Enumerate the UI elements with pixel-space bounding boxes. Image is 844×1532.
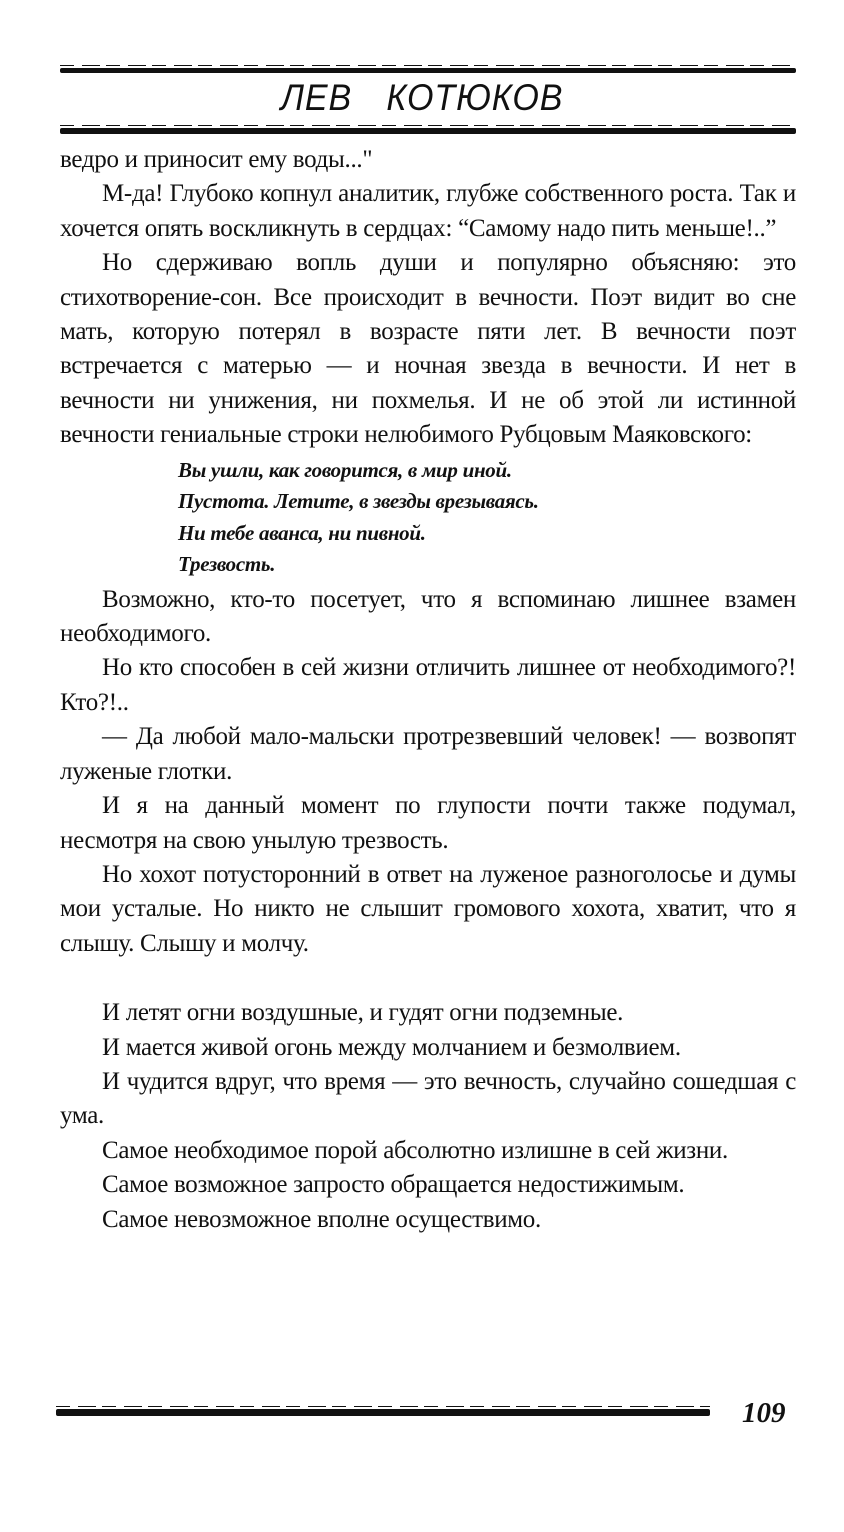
page-body <box>60 143 796 1237</box>
paragraph: Но сдерживаю вопль души и популярно объясняю: это стихотворение-сон. Все происходит в вечности. Поэт видит во сне мать, которую потерял в возрасте пяти лет. В вечности поэт встречается с матерью — и ночная звезда в вечности. И нет в вечности ни унижения, ни похмелья. И не об этой ли истинной вечности гениальные строки нелюбимого Рубцовым Маяковского: <box>60 249 796 449</box>
poem-line: Пустота. Летите, в звезды врезываясь. <box>178 489 539 514</box>
paragraph: И летят огни воздушные, и гудят огни подземные. <box>102 999 624 1027</box>
paragraph-continuation: ведро и приносит ему воды..." <box>60 146 373 173</box>
paragraph: Самое невозможное вполне осуществимо. <box>102 1205 541 1233</box>
running-head-author: ЛЕВ КОТЮКОВ <box>280 77 564 118</box>
page-number: 109 <box>742 1397 786 1429</box>
paragraph: Но хохот потусторонний в ответ на луженое разноголосье и думы мои усталые. Но никто не слышит громового хохота, хватит, что я слышу. Слышу и молчу. <box>60 860 796 957</box>
footer-rule <box>56 1409 710 1416</box>
section-break <box>60 961 796 996</box>
header-rule-top <box>60 68 796 73</box>
paragraph: И чудится вдруг, что время — это вечность, случайно сошедшая с ума. <box>60 1067 796 1130</box>
poem-line: Трезвость. <box>178 552 276 577</box>
paragraph: Самое возможное запросто обращается недостижимым. <box>102 1171 685 1199</box>
paragraph: Но кто способен в сей жизни отличить лишнее от необходимого?! Кто?!.. <box>60 654 796 716</box>
poem-quote <box>178 455 796 581</box>
header-rule-bottom <box>60 128 796 134</box>
poem-line: Ни тебе аванса, ни пивной. <box>178 520 426 545</box>
paragraph: Возможно, кто-то посетует, что я вспоминаю лишнее взамен необходимого. <box>60 585 796 648</box>
paragraph-dialogue: — Да любой мало-мальски протрезвевший человек! — возвопят луженые глотки. <box>60 723 796 785</box>
poem-line: Вы ушли, как говорится, в мир иной. <box>178 457 512 482</box>
paragraph: И мается живой огонь между молчанием и безмолвием. <box>102 1033 681 1061</box>
paragraph: Самое необходимое порой абсолютно излишне в сей жизни. <box>102 1136 728 1164</box>
paragraph: М-да! Глубоко копнул аналитик, глубже собственного роста. Так и хочется опять воскликнуть в сердцах: “Самому надо пить меньше!..” <box>60 180 796 242</box>
paragraph: И я на данный момент по глупости почти также подумал, несмотря на свою унылую трезвость. <box>60 792 796 854</box>
